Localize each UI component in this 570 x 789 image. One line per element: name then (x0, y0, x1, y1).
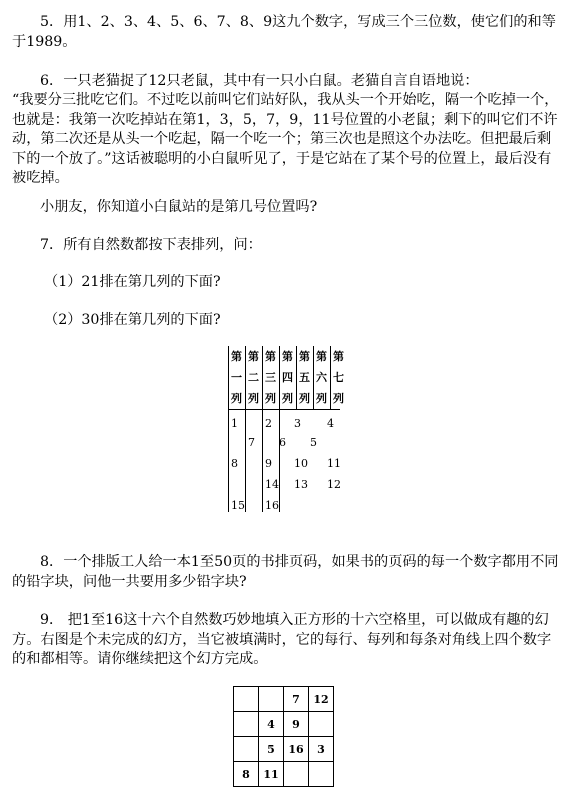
table-number: 4 (327, 417, 334, 430)
problem-7-question-2: （2）30排在第几列的下面? (44, 312, 221, 328)
column-divider (262, 346, 263, 512)
problem-7-intro: 7．所有自然数都按下表排列，问： (40, 237, 262, 253)
table-number: 5 (310, 436, 317, 449)
column-header-char: 三 (265, 371, 276, 384)
column-header-char: 第 (248, 350, 259, 363)
column-header-char: 第 (299, 350, 310, 363)
column-arrangement-table (228, 346, 344, 512)
magic-square-cell: 4 (259, 712, 284, 737)
column-header-char: 列 (248, 392, 259, 405)
magic-square-row (234, 687, 334, 712)
column-header-char: 六 (316, 371, 327, 384)
problem-6-question: 小朋友，你知道小白鼠站的是第几号位置吗? (40, 199, 318, 215)
table-number: 6 (279, 436, 286, 449)
column-header-char: 列 (231, 392, 242, 405)
column-header-char: 二 (248, 371, 259, 384)
column-divider (330, 346, 331, 409)
column-header-char: 列 (333, 392, 344, 405)
magic-square-cell: 16 (284, 737, 309, 762)
magic-square-row (234, 712, 334, 737)
magic-square-cell: 12 (309, 687, 334, 712)
magic-square-cell (284, 762, 309, 787)
column-header-char: 列 (299, 392, 310, 405)
column-divider (228, 346, 229, 512)
magic-square-cell (309, 712, 334, 737)
column-divider (245, 346, 246, 512)
magic-square-cell: 7 (284, 687, 309, 712)
column-divider (296, 346, 297, 409)
table-number: 8 (231, 457, 238, 470)
magic-square-cell (234, 687, 259, 712)
magic-square (233, 686, 334, 787)
column-header-char: 五 (299, 371, 310, 384)
table-number: 2 (265, 417, 272, 430)
problem-6-story: “我要分三批吃它们。不过吃以前叫它们站好队，我从头一个开始吃，隔一个吃掉一个，也就是：我第一次吃掉站在第1，3，5，7，9，11号位置的小老鼠；剩下的叫它们不许动，第二次还是从头一个吃起，隔一个吃一个；第三次也是照这个办法吃。但把最后剩下的一个放了。”这话被聪明的小白鼠听见了，于是它站在了某个号的位置上，最后没有被吃掉。 (12, 92, 559, 187)
table-number: 15 (231, 499, 245, 512)
magic-square-cell: 5 (259, 737, 284, 762)
magic-square-row (234, 762, 334, 787)
magic-square-cell (309, 762, 334, 787)
magic-square-grid (233, 686, 334, 787)
column-header-char: 第 (231, 350, 242, 363)
magic-square-cell: 3 (309, 737, 334, 762)
magic-square-row (234, 737, 334, 762)
table-number: 7 (248, 436, 255, 449)
table-number: 16 (265, 499, 279, 512)
magic-square-cell: 9 (284, 712, 309, 737)
column-header-char: 第 (282, 350, 293, 363)
column-header-char: 列 (316, 392, 327, 405)
column-header-char: 第 (333, 350, 344, 363)
column-header-char: 一 (231, 371, 242, 384)
column-divider (313, 346, 314, 409)
column-header-char: 列 (282, 392, 293, 405)
problem-9: 9． 把1至16这十六个自然数巧妙地填入正方形的十六空格里，可以做成有趣的幻方。右图是个未完成的幻方，当它被填满时，它的每行、每列和每条对角线上四个数字的和都相等。请你继续把这个幻方完成。 (12, 612, 552, 668)
magic-square-cell: 8 (234, 762, 259, 787)
column-header-char: 列 (265, 392, 276, 405)
column-header-char: 四 (282, 371, 293, 384)
table-number: 10 (294, 457, 308, 470)
problem-7-question-1: （1）21排在第几列的下面? (44, 274, 221, 290)
problem-6-intro: 6．一只老猫捉了12只老鼠，其中有一只小白鼠。老猫自言自语地说： (40, 73, 479, 89)
column-divider (279, 346, 280, 512)
table-number: 9 (265, 457, 272, 470)
problem-8: 8．一个排版工人给一本1至50页的书排页码，如果书的页码的每一个数字都用不同的铅字块，问他一共要用多少铅字块? (12, 554, 559, 590)
problem-5: 5．用1、2、3、4、5、6、7、8、9这九个数字，写成三个三位数，使它们的和等于1989。 (12, 14, 556, 50)
column-header-char: 第 (316, 350, 327, 363)
magic-square-cell (234, 712, 259, 737)
magic-square-cell (234, 737, 259, 762)
table-number: 13 (294, 478, 308, 491)
table-number: 14 (265, 478, 279, 491)
magic-square-cell (259, 687, 284, 712)
table-number: 11 (327, 457, 341, 470)
table-number: 1 (231, 417, 238, 430)
magic-square-cell: 11 (259, 762, 284, 787)
table-number: 12 (327, 478, 341, 491)
column-header-char: 第 (265, 350, 276, 363)
column-header-char: 七 (333, 371, 344, 384)
table-number: 3 (294, 417, 301, 430)
